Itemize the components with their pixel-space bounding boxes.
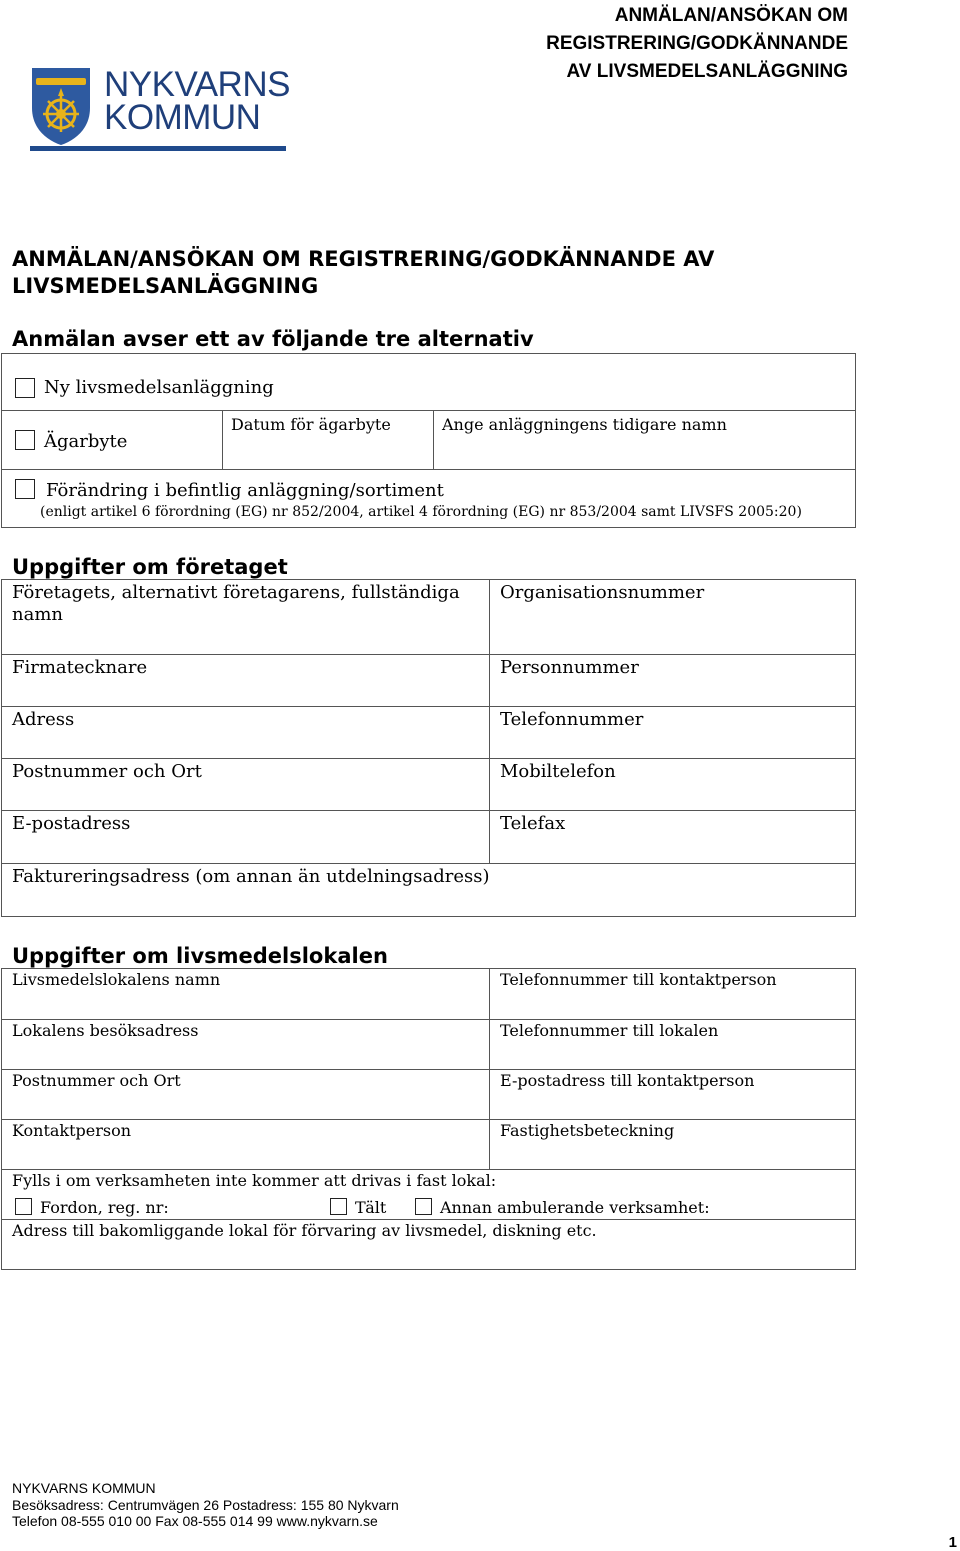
premises-phone-field[interactable]: [490, 1020, 855, 1069]
header-title-line: REGISTRERING/GODKÄNNANDE: [546, 33, 848, 54]
org-number-field[interactable]: [490, 580, 855, 654]
premises-postcode-city-field[interactable]: [2, 1070, 489, 1119]
contact-email-label: E-postadress till kontaktperson: [500, 1071, 755, 1090]
owner-change-checkbox[interactable]: [15, 430, 35, 450]
header-title-line: AV LIVSMEDELSANLÄGGNING: [566, 61, 848, 82]
tent-checkbox[interactable]: [330, 1198, 347, 1215]
company-name-label: namn: [12, 604, 63, 625]
footer-org: NYKVARNS KOMMUN: [12, 1480, 156, 1496]
phone-label: Telefonnummer: [500, 709, 644, 730]
premises-phone-label: Telefonnummer till lokalen: [500, 1021, 719, 1040]
coat-of-arms-icon: [30, 66, 92, 146]
previous-name-field[interactable]: [434, 411, 855, 469]
visit-address-label: Lokalens besöksadress: [12, 1021, 199, 1040]
phone-field[interactable]: [490, 707, 855, 758]
contact-person-field[interactable]: [2, 1120, 489, 1169]
contact-phone-field[interactable]: [490, 969, 855, 1019]
other-mobile-checkbox[interactable]: [415, 1198, 432, 1215]
municipality-logo: [30, 65, 290, 154]
company-heading: Uppgifter om företaget: [12, 555, 288, 579]
signatory-label: Firmatecknare: [12, 657, 148, 678]
storage-address-field[interactable]: [2, 1220, 855, 1269]
fax-field[interactable]: [490, 811, 855, 863]
change-checkbox[interactable]: [15, 479, 35, 499]
company-name-field[interactable]: [2, 580, 489, 654]
billing-address-label: Faktureringsadress (om annan än utdelningsadress): [12, 866, 490, 887]
header-title: [368, 2, 848, 86]
fax-label: Telefax: [500, 813, 566, 834]
visit-address-field[interactable]: [2, 1020, 489, 1069]
contact-phone-label: Telefonnummer till kontaktperson: [500, 970, 777, 989]
mobile-field[interactable]: [490, 759, 855, 810]
postcode-city-field[interactable]: [2, 759, 489, 810]
property-label: Fastighetsbeteckning: [500, 1121, 675, 1140]
alternatives-box: [1, 353, 856, 528]
new-facility-checkbox[interactable]: [15, 378, 35, 398]
mobile-note: Fylls i om verksamheten inte kommer att drivas i fast lokal:: [12, 1171, 497, 1190]
tent-label: Tält: [355, 1198, 387, 1217]
postcode-city-label: Postnummer och Ort: [12, 761, 202, 782]
owner-change-date-field[interactable]: [223, 411, 433, 469]
alternatives-heading: Anmälan avser ett av följande tre alternativ: [12, 327, 534, 351]
other-mobile-label: Annan ambulerande verksamhet:: [440, 1198, 710, 1217]
premises-heading: Uppgifter om livsmedelslokalen: [12, 944, 388, 968]
footer-contact: Telefon 08-555 010 00 Fax 08-555 014 99 www.nykvarn.se: [12, 1513, 378, 1529]
new-facility-label: Ny livsmedelsanläggning: [44, 377, 274, 398]
page-title: ANMÄLAN/ANSÖKAN OM REGISTRERING/GODKÄNNANDE AV LIVSMEDELSANLÄGGNING: [12, 247, 715, 298]
footer-address: Besöksadress: Centrumvägen 26 Postadress: 155 80 Nykvarn: [12, 1496, 399, 1513]
billing-address-field[interactable]: [2, 864, 855, 916]
premises-postcode-city-label: Postnummer och Ort: [12, 1071, 181, 1090]
header-title-line: ANMÄLAN/ANSÖKAN OM: [614, 5, 848, 26]
signatory-field[interactable]: [2, 655, 489, 706]
property-field[interactable]: [490, 1120, 855, 1169]
contact-person-label: Kontaktperson: [12, 1121, 132, 1140]
premises-name-field[interactable]: [2, 969, 489, 1019]
previous-name-label: Ange anläggningens tidigare namn: [442, 415, 727, 434]
change-note: (enligt artikel 6 förordning (EG) nr 852/2004, artikel 4 förordning (EG) nr 853/2004 samt LIVSFS 2005:20): [40, 504, 802, 520]
contact-email-field[interactable]: [490, 1070, 855, 1119]
owner-change-label: Ägarbyte: [44, 431, 128, 452]
personal-number-field[interactable]: [490, 655, 855, 706]
owner-change-date-label: Datum för ägarbyte: [231, 415, 391, 434]
premises-table: [1, 968, 856, 1270]
email-label: E-postadress: [12, 813, 131, 834]
email-field[interactable]: [2, 811, 489, 863]
premises-name-label: Livsmedelslokalens namn: [12, 970, 221, 989]
logo-underline: [30, 146, 286, 151]
mobile-label: Mobiltelefon: [500, 761, 616, 782]
address-field[interactable]: [2, 707, 489, 758]
company-name-label: Företagets, alternativt företagarens, fullständiga: [12, 582, 460, 603]
vehicle-checkbox[interactable]: [15, 1198, 32, 1215]
org-number-label: Organisationsnummer: [500, 582, 705, 603]
personal-number-label: Personnummer: [500, 657, 639, 678]
page-number: 1: [948, 1534, 957, 1551]
company-table: [1, 579, 856, 917]
change-label: Förändring i befintlig anläggning/sortiment: [46, 480, 444, 501]
address-label: Adress: [12, 709, 75, 730]
logo-text: NYKVARNS KOMMUN: [104, 65, 290, 137]
vehicle-label: Fordon, reg. nr:: [40, 1198, 169, 1217]
footer: [12, 1480, 399, 1530]
storage-address-label: Adress till bakomliggande lokal för förvaring av livsmedel, diskning etc.: [12, 1221, 597, 1240]
